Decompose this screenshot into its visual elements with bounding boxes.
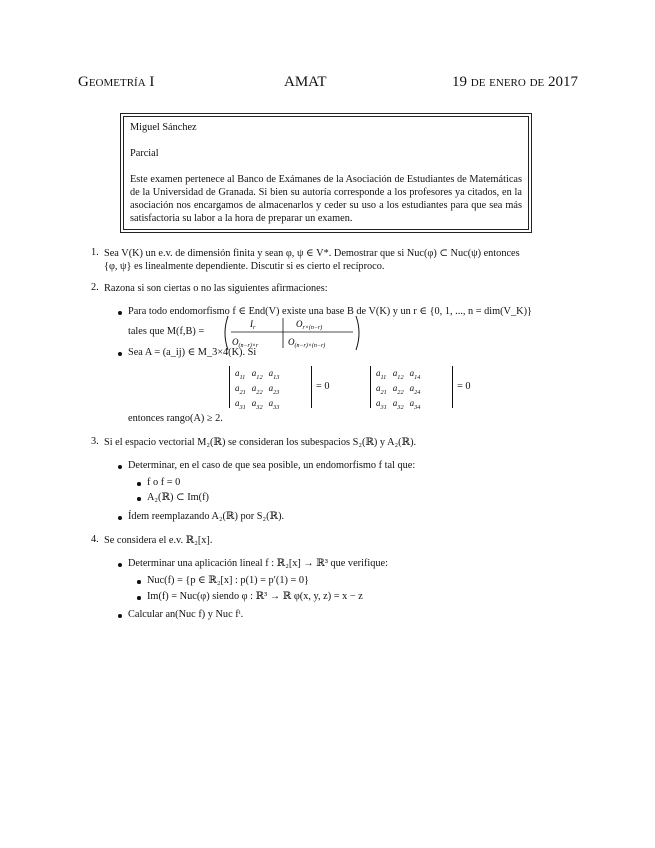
bullet-icon — [118, 516, 122, 520]
course-title: Geometría I — [78, 74, 155, 90]
sub-bullet-icon — [137, 596, 141, 600]
bullet-icon — [118, 311, 122, 315]
bullet-icon — [118, 563, 122, 567]
problem-4-bullet-2: Calcular an(Nuc f) y Nuc fᵗ. — [128, 609, 244, 620]
page-header — [78, 74, 578, 94]
author-name: Miguel Sánchez — [130, 122, 197, 133]
sub-bullet-icon — [137, 497, 141, 501]
svg-text:O(n−r)×r: $O_{(n-r)\times r}$ — [232, 337, 259, 349]
exam-date: 19 de enero de 2017 — [452, 74, 578, 90]
svg-text:Or×(n−r): $O_{r\times(n-r)}$ — [296, 319, 323, 331]
info-box-inner — [123, 116, 529, 230]
bullet-icon — [118, 614, 122, 618]
svg-text:Ir: $I_r$ — [250, 319, 256, 331]
problem-4-number: 4. — [91, 534, 99, 545]
info-box — [120, 113, 532, 233]
svg-text:O(n−r)×(n−r): $O_{(n-r)\times(n-r)}$ — [288, 337, 326, 349]
sub-bullet-icon — [137, 482, 141, 486]
problem-2-bullet-1-line-2: tales que M(f,B) = — [128, 326, 205, 337]
problem-3-number: 3. — [91, 436, 99, 447]
problem-2-bullet-1-line-1: Para todo endomorfismo f ∈ End(V) existe una base B de V(K) y un r ∈ {0, 1, ..., n = dim(V_K)} — [128, 306, 532, 317]
problem-2-intro: Razona si son ciertas o no las siguientes afirmaciones: — [104, 283, 328, 294]
determinant-2-equals: = 0 — [457, 381, 471, 392]
determinant-1: $a_{11}$ $a_{12}$ $a_{13}$ $a_{21}$ $a_{22}$ $a_{23}$ $a_{31}$ $a_{32}$ $a_{33}$ — [229, 366, 312, 408]
problem-1-number: 1. — [91, 247, 99, 258]
problem-2-bullet-2-line-1: Sea A = (a_ij) ∈ M_3×4(K). Si — [128, 347, 257, 358]
problem-3-bullet-1: Determinar, en el caso de que sea posible, un endomorfismo f tal que: — [128, 460, 416, 471]
problem-4-bullet-1: Determinar una aplicación lineal f : ℝ₂[x] → ℝ³ que verifique: — [128, 558, 388, 569]
bullet-icon — [118, 465, 122, 469]
header-center: AMAT — [284, 74, 327, 90]
block-matrix — [222, 315, 362, 349]
problem-3-bullet-2: Ídem reemplazando A₂(ℝ) por S₂(ℝ). — [128, 511, 285, 522]
problem-1-line-1: Sea V(K) un e.v. de dimensión finita y sean φ, ψ ∈ V*. Demostrar que si Nuc(φ) ⊂ Nuc(ψ) entonces — [104, 248, 520, 259]
problem-4-sub-1: Nuc(f) = {p ∈ ℝ₂[x] : p(1) = p′(1) = 0} — [147, 575, 309, 586]
determinant-1-equals: = 0 — [316, 381, 330, 392]
bullet-icon — [118, 352, 122, 356]
problem-1-line-2: {φ, ψ} es linealmente dependiente. Discutir si es cierto el recíproco. — [104, 261, 385, 272]
problem-4-sub-2: Im(f) = Nuc(φ) siendo φ : ℝ³ → ℝ φ(x, y, z) = x − z — [147, 591, 363, 602]
sub-bullet-icon — [137, 580, 141, 584]
exam-type: Parcial — [130, 148, 159, 159]
exam-description: Este examen pertenece al Banco de Exámanes de la Asociación de Estudiantes de Matemáticas de la Universidad de Granada. Si bien su autoría corresponde a los profesores ya citados, en la asociación nos encargamos de almacenarlos y ceder su uso a los estudiantes para que sea más satisfactoria su labor a la hora de preparar un examen. — [130, 174, 522, 224]
problem-3-intro: Si el espacio vectorial M₂(ℝ) se consideran los subespacios S₂(ℝ) y A₂(ℝ). — [104, 437, 417, 448]
problem-2-number: 2. — [91, 282, 99, 293]
determinant-2: $a_{11}$ $a_{12}$ $a_{14}$ $a_{21}$ $a_{22}$ $a_{24}$ $a_{31}$ $a_{32}$ $a_{34}$ — [370, 366, 453, 408]
problem-4-intro: Se considera el e.v. ℝ₂[x]. — [104, 535, 213, 546]
problem-3-sub-1: f o f = 0 — [147, 477, 181, 488]
problem-2-bullet-2-conclusion: entonces rango(A) ≥ 2. — [128, 413, 223, 424]
problem-3-sub-2: A₂(ℝ) ⊂ Im(f) — [147, 492, 209, 503]
